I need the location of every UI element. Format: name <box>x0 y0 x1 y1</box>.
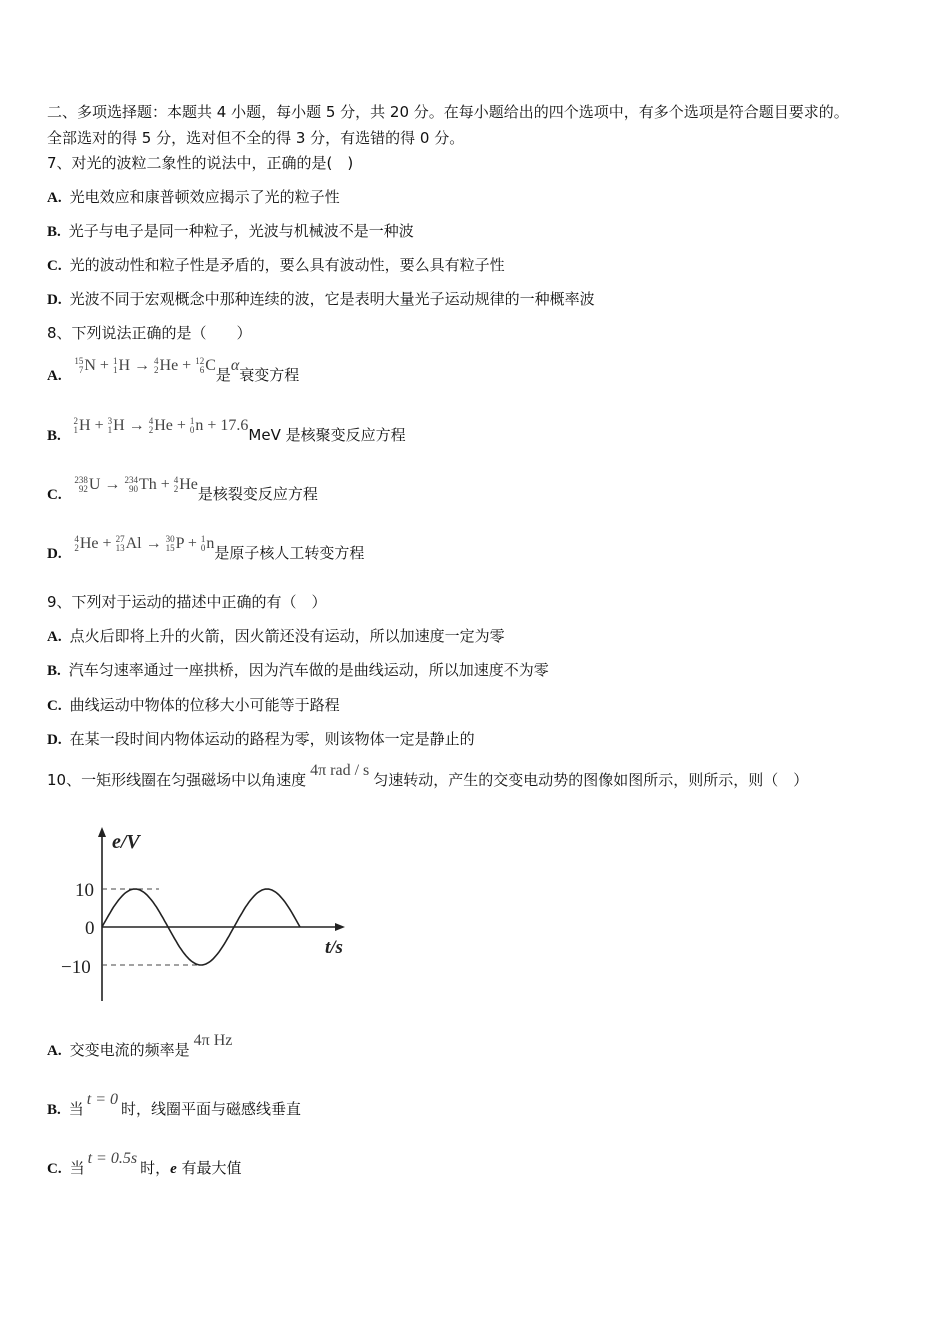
nuclear-equation-a: 15 7 N + 1 1 H → 4 2 He + 12 6 C <box>74 356 216 376</box>
option-letter: D. <box>47 546 62 562</box>
nuclear-equation-b: 2 1 H + 3 1 H → 4 2 He + 1 0 n + 17.6 <box>73 416 249 436</box>
option-text: 是核裂变反应方程 <box>197 485 318 503</box>
q10-option-a[interactable] <box>47 1033 232 1067</box>
tick-label-minus-10: −10 <box>61 957 91 978</box>
option-text: 光波不同于宏观概念中那种连续的波，它是表明大量光子运动规律的一种概率波 <box>69 290 595 308</box>
option-text: 光子与电子是同一种粒子，光波与机械波不是一种波 <box>68 222 414 240</box>
x-axis-arrow <box>335 923 345 931</box>
option-text: MeV 是核聚变反应方程 <box>248 426 406 444</box>
option-letter: B. <box>47 1102 61 1118</box>
option-pre: 当 <box>69 1159 85 1177</box>
q10-stem-pre: 10、一矩形线圈在匀强磁场中以角速度 <box>47 771 307 789</box>
section-instructions-line1: 二、多项选择题：本题共 4 小题，每小题 5 分，共 20 分。在每小题给出的四个选项中，有多个选项是符合题目要求的。 <box>47 103 849 121</box>
option-letter: A. <box>47 1043 62 1059</box>
option-letter: D. <box>47 292 62 308</box>
option-letter: B. <box>47 224 61 240</box>
option-text: 光的波动性和粒子性是矛盾的，要么具有波动性，要么具有粒子性 <box>69 256 505 274</box>
option-letter: D. <box>47 732 62 748</box>
option-text: 在某一段时间内物体运动的路程为零，则该物体一定是静止的 <box>69 730 475 748</box>
q7-option-b[interactable] <box>47 221 414 242</box>
frequency-value: 4π Hz <box>193 1032 233 1049</box>
tick-label-10: 10 <box>75 880 94 901</box>
option-text: 汽车匀速率通过一座拱桥，因为汽车做的是曲线运动，所以加速度不为零 <box>68 661 549 679</box>
q7-option-d[interactable] <box>47 289 595 310</box>
option-text: 时，线圈平面与磁感线垂直 <box>121 1100 302 1118</box>
option-text: 光电效应和康普顿效应揭示了光的粒子性 <box>69 188 340 206</box>
option-letter: C. <box>47 258 62 274</box>
q9-option-c[interactable] <box>47 695 340 716</box>
q7-stem: 7、对光的波粒二象性的说法中，正确的是( ) <box>47 154 354 172</box>
option-letter: C. <box>47 487 62 503</box>
q8-option-c[interactable] <box>47 477 318 511</box>
option-letter: B. <box>47 663 61 679</box>
option-letter: A. <box>47 629 62 645</box>
time-value: t = 0 <box>86 1091 119 1108</box>
option-letter: A. <box>47 190 62 206</box>
option-pre: 当 <box>68 1100 84 1118</box>
tick-label-0: 0 <box>85 918 95 939</box>
y-axis-arrow <box>98 827 106 837</box>
x-axis-label: t/s <box>325 937 343 958</box>
y-axis-label: e/V <box>112 831 140 853</box>
q9-option-a[interactable] <box>47 626 505 647</box>
option-tail: 衰变方程 <box>239 366 300 384</box>
option-letter: C. <box>47 698 62 714</box>
option-tail: 有最大值 <box>176 1159 242 1177</box>
time-value: t = 0.5s <box>87 1150 138 1167</box>
option-text: 是 <box>215 366 231 384</box>
q7-option-a[interactable] <box>47 187 340 208</box>
section-instructions-line2: 全部选对的得 5 分，选对但不全的得 3 分，有选错的得 0 分。 <box>47 129 465 147</box>
emf-graph <box>55 823 365 1008</box>
option-text: 时， <box>140 1159 171 1177</box>
option-letter: B. <box>47 428 61 444</box>
nuclear-equation-c: 238 92 U → 234 90 Th + 4 2 He <box>74 475 198 495</box>
option-text: 曲线运动中物体的位移大小可能等于路程 <box>69 696 340 714</box>
option-text: 交变电流的频率是 <box>69 1041 190 1059</box>
alpha-symbol: α <box>230 357 240 374</box>
q8-stem: 8、下列说法正确的是（ ） <box>47 324 252 342</box>
option-text: 是原子核人工转变方程 <box>214 544 365 562</box>
nuclear-equation-d: 4 2 He + 27 13 Al → 30 15 P + 1 0 n <box>74 534 215 554</box>
q10-option-b[interactable] <box>47 1092 301 1126</box>
q9-stem: 9、下列对于运动的描述中正确的有（ ） <box>47 593 327 611</box>
q9-option-b[interactable] <box>47 660 549 681</box>
emf-variable: e <box>170 1161 177 1177</box>
q8-option-d[interactable] <box>47 536 364 570</box>
q8-option-a[interactable] <box>47 358 299 392</box>
option-letter: A. <box>47 368 62 384</box>
q9-option-d[interactable] <box>47 729 475 750</box>
angular-velocity: 4π rad / s <box>310 762 370 779</box>
q10-stem-post: 匀速转动，产生的交变电动势的图像如图所示，则所示，则（ ） <box>373 771 809 789</box>
option-text: 点火后即将上升的火箭，因火箭还没有运动，所以加速度一定为零 <box>69 627 505 645</box>
q8-option-b[interactable] <box>47 418 406 452</box>
q10-option-c[interactable] <box>47 1151 242 1185</box>
q7-option-c[interactable] <box>47 255 505 276</box>
option-letter: C. <box>47 1161 62 1177</box>
q10-stem <box>47 763 808 797</box>
